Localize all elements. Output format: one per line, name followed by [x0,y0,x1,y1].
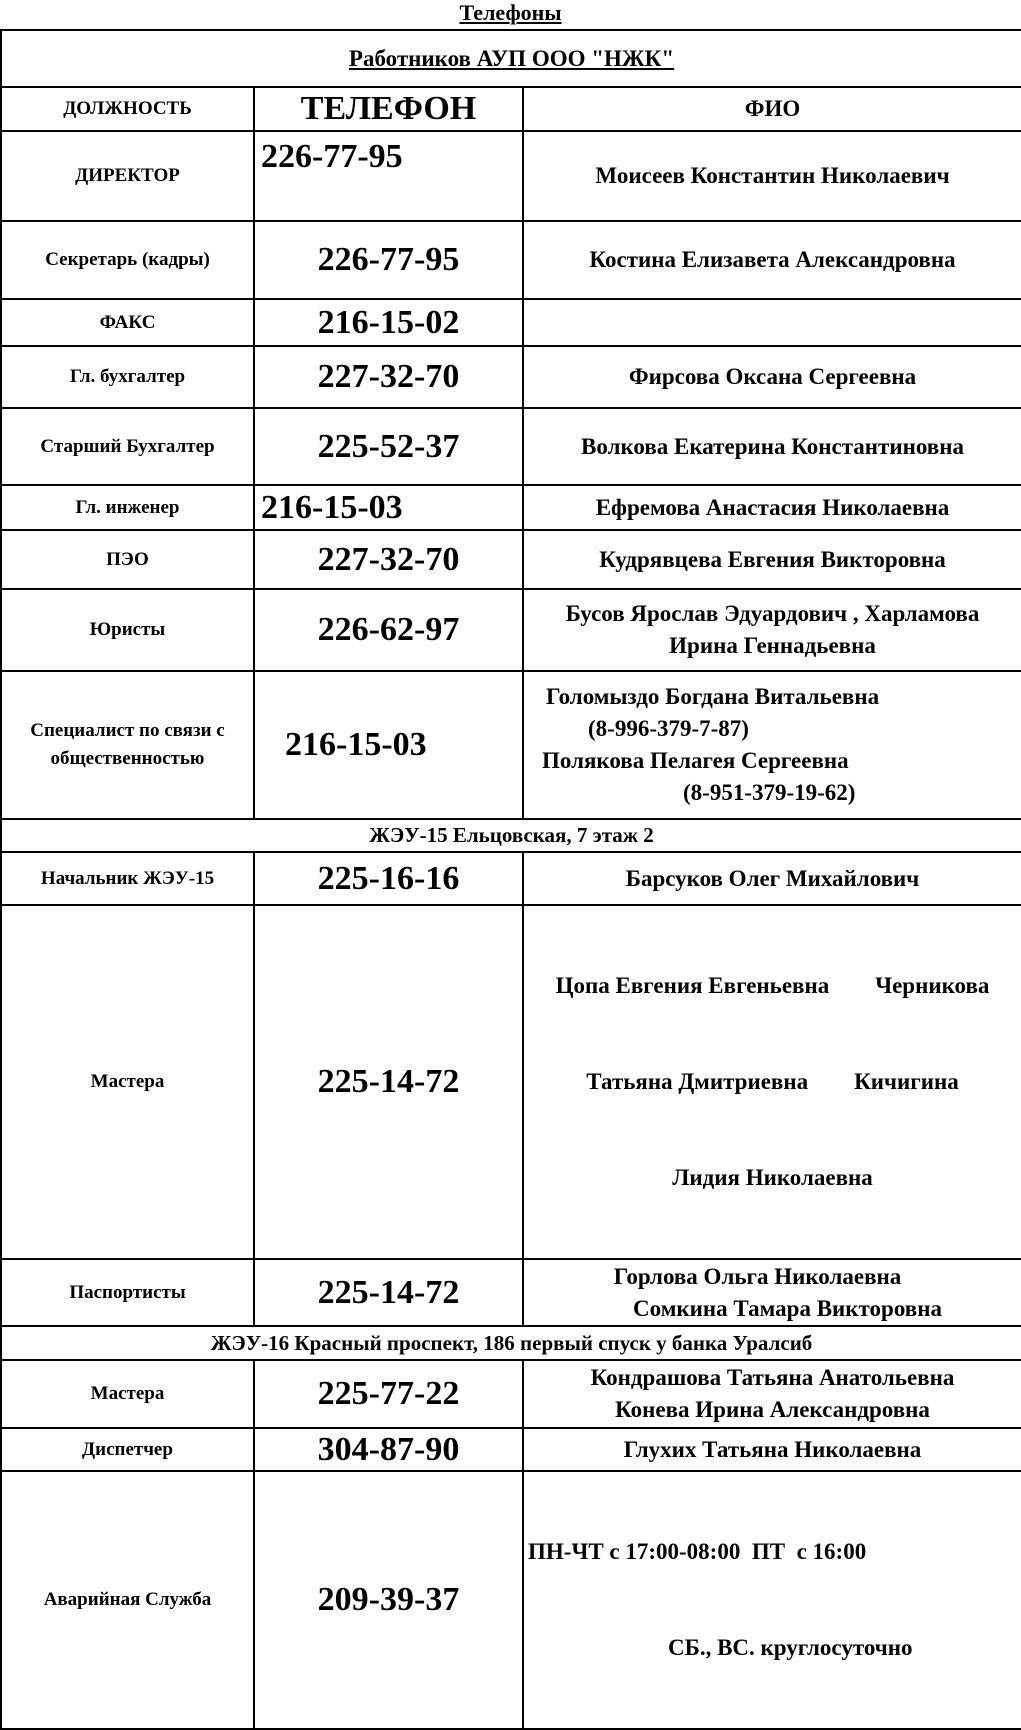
table-subtitle: Работников АУП ООО "НЖК" [348,45,675,71]
name-cell: Бусов Ярослав Эдуардович , Харламова Ирина Геннадьевна [523,589,1021,671]
header-position: ДОЛЖНОСТЬ [1,87,254,131]
phone-cell: 225-16-16 [254,852,523,905]
phone-cell: 216-15-03 [254,671,523,819]
table-row [1,299,1021,346]
position-cell: Гл. бухгалтер [1,346,254,408]
phone-cell: 225-77-22 [254,1360,523,1428]
name-cell: Глухих Татьяна Николаевна [523,1428,1021,1471]
position-cell: Мастера [1,905,254,1259]
subtitle-row [1,30,1021,87]
phone-cell: 209-39-37 [254,1471,523,1729]
table-row [1,852,1021,905]
table-row [1,905,1021,1259]
table-row [1,1428,1021,1471]
position-cell: Старший Бухгалтер [1,408,254,485]
table-row [1,131,1021,221]
section-row [1,819,1021,852]
header-phone: ТЕЛЕФОН [254,87,523,131]
name-cell: Волкова Екатерина Константиновна [523,408,1021,485]
phone-cell: 226-77-95 [254,131,523,221]
phone-cell: 226-62-97 [254,589,523,671]
position-cell: Юристы [1,589,254,671]
name-cell: Цопа Евгения Евгеньевна Черникова Татьяна Дмитриевна Кичигина Лидия Николаевна [523,905,1021,1259]
position-cell: Паспортисты [1,1259,254,1326]
name-cell: Барсуков Олег Михайлович [523,852,1021,905]
header-name: ФИО [523,87,1021,131]
name-cell [523,299,1021,346]
table-row [1,346,1021,408]
table-row [1,408,1021,485]
table-row [1,485,1021,530]
table-row [1,221,1021,299]
position-cell: Секретарь (кадры) [1,221,254,299]
name-cell: Фирсова Оксана Сергеевна [523,346,1021,408]
phone-cell: 304-87-90 [254,1428,523,1471]
table-row [1,530,1021,589]
name-cell: Моисеев Константин Николаевич [523,131,1021,221]
phone-cell: 216-15-02 [254,299,523,346]
phone-cell: 216-15-03 [254,485,523,530]
name-cell: Кондрашова Татьяна Анатольевна Конева Ирина Александровна [523,1360,1021,1428]
section-heading: ЖЭУ-16 Красный проспект, 186 первый спуск у банка Уралсиб [1,1326,1021,1360]
table-row [1,1360,1021,1428]
position-cell: Диспетчер [1,1428,254,1471]
phone-cell: 226-77-95 [254,221,523,299]
page-title: Телефоны [459,0,562,25]
header-row [1,87,1021,131]
phone-cell: 225-14-72 [254,905,523,1259]
section-heading: ЖЭУ-15 Ельцовская, 7 этаж 2 [1,819,1021,852]
table-row [1,589,1021,671]
position-cell: ПЭО [1,530,254,589]
position-cell: Начальник ЖЭУ-15 [1,852,254,905]
phone-cell: 225-52-37 [254,408,523,485]
name-cell: Костина Елизавета Александровна [523,221,1021,299]
phone-cell: 225-14-72 [254,1259,523,1326]
name-cell: Горлова Ольга Николаевна Сомкина Тамара Викторовна [523,1259,1021,1326]
position-cell: Гл. инженер [1,485,254,530]
phone-cell: 227-32-70 [254,530,523,589]
name-cell: Ефремова Анастасия Николаевна [523,485,1021,530]
phone-table [0,29,1021,1730]
position-cell: Специалист по связи с общественностью [1,671,254,819]
phone-cell: 227-32-70 [254,346,523,408]
position-cell: Мастера [1,1360,254,1428]
table-row [1,671,1021,819]
name-cell: Кудрявцева Евгения Викторовна [523,530,1021,589]
section-row [1,1326,1021,1360]
table-row [1,1471,1021,1729]
position-cell: Аварийная Служба [1,1471,254,1729]
position-cell: ДИРЕКТОР [1,131,254,221]
schedule-cell: ПН-ЧТ с 17:00-08:00 ПТ с 16:00 СБ., ВС. круглосуточно [523,1471,1021,1729]
position-cell: ФАКС [1,299,254,346]
name-cell: Голомыздо Богдана Витальевна (8-996-379-7-87) Полякова Пелагея Сергеевна (8-951-379-19-62) [523,671,1021,819]
table-row [1,1259,1021,1326]
